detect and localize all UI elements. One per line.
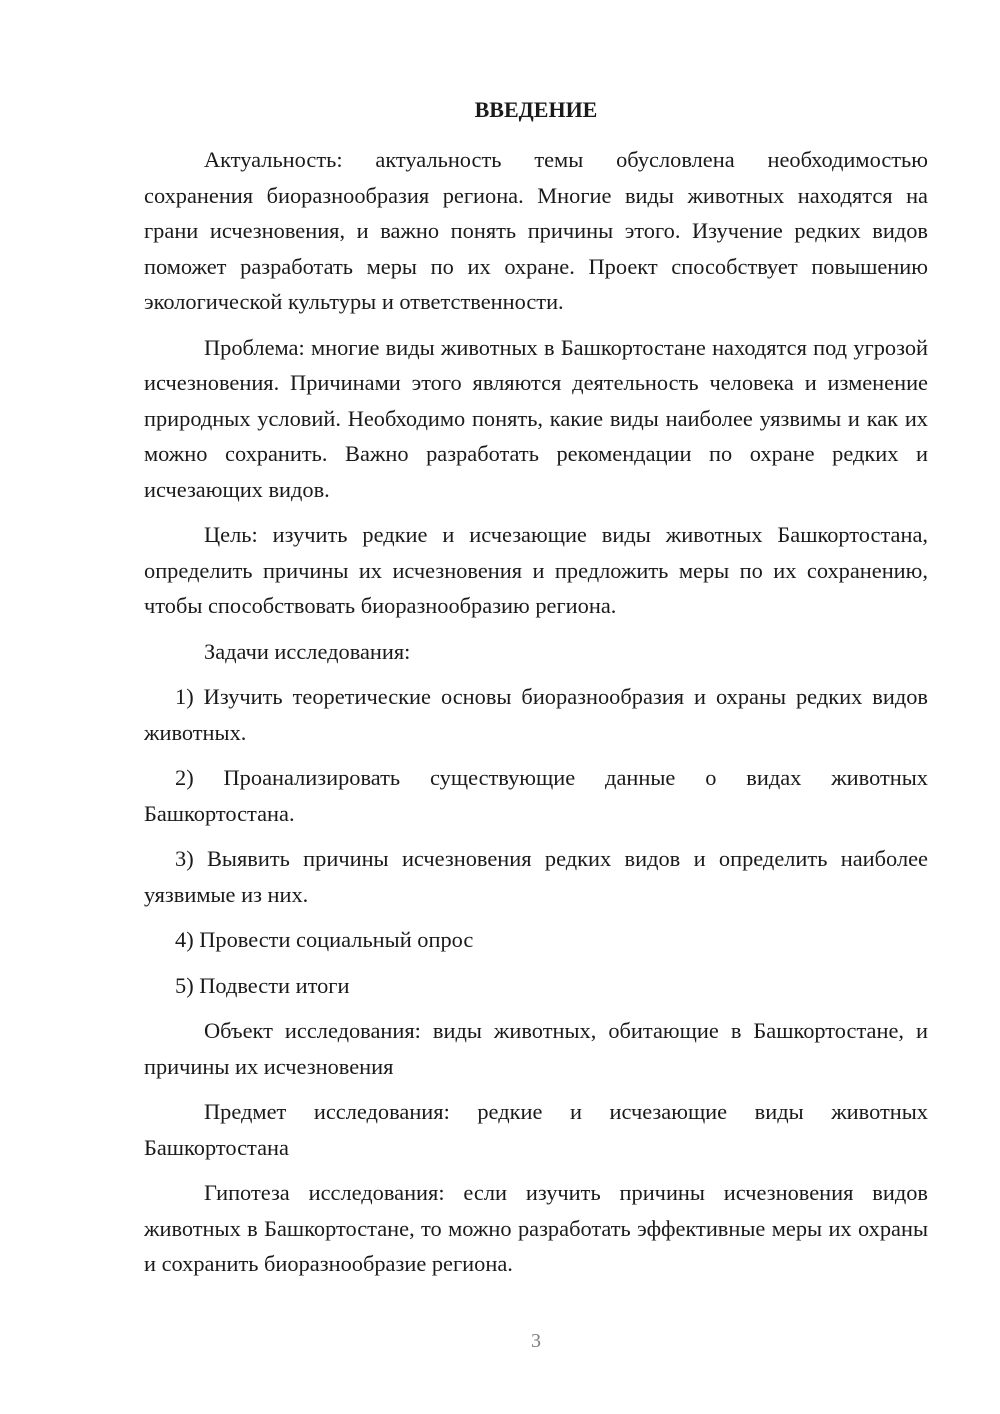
- task-item-3: 3) Выявить причины исчезновения редких видов и определить наиболее уязвимые из них.: [144, 846, 928, 907]
- task-item-4: 4) Провести социальный опрос: [175, 927, 474, 952]
- subject-paragraph: Предмет исследования: редкие и исчезающие виды животных Башкортостана: [144, 1099, 928, 1160]
- goal-paragraph: Цель: изучить редкие и исчезающие виды животных Башкортостана, определить причины их исчезновения и предложить меры по их сохранению, чтобы способствовать биоразнообразию региона.: [144, 522, 928, 618]
- hypothesis-paragraph: Гипотеза исследования: если изучить причины исчезновения видов животных в Башкортостане, то можно разработать эффективные меры их охраны и сохранить биоразнообразие региона.: [144, 1180, 928, 1276]
- task-item-1: 1) Изучить теоретические основы биоразнообразия и охраны редких видов животных.: [144, 684, 928, 745]
- page-body: [144, 142, 928, 1292]
- page-title: ВВЕДЕНИЕ: [474, 97, 598, 122]
- tasks-heading: Задачи исследования:: [204, 638, 411, 664]
- actuality-paragraph: Актуальность: актуальность темы обусловлена необходимостью сохранения биоразнообразия региона. Многие виды животных находятся на грани исчезновения, и важно понять причины этого. Изучение редких видов поможет разработать меры по их охране. Проект способствует повышению экологической культуры и ответственности.: [144, 147, 928, 314]
- task-item-2: 2) Проанализировать существующие данные о видах животных Башкортостана.: [144, 765, 928, 826]
- object-paragraph: Объект исследования: виды животных, обитающие в Башкортостане, и причины их исчезновения: [144, 1018, 928, 1079]
- task-item-5: 5) Подвести итоги: [175, 972, 350, 998]
- problem-paragraph: Проблема: многие виды животных в Башкортостане находятся под угрозой исчезновения. Причинами этого являются деятельность человека и изменение природных условий. Необходимо понять, какие виды наиболее уязвимы и как их можно сохранить. Важно разработать рекомендации по охране редких и исчезающих видов.: [144, 334, 928, 502]
- page-number: 3: [531, 1330, 541, 1352]
